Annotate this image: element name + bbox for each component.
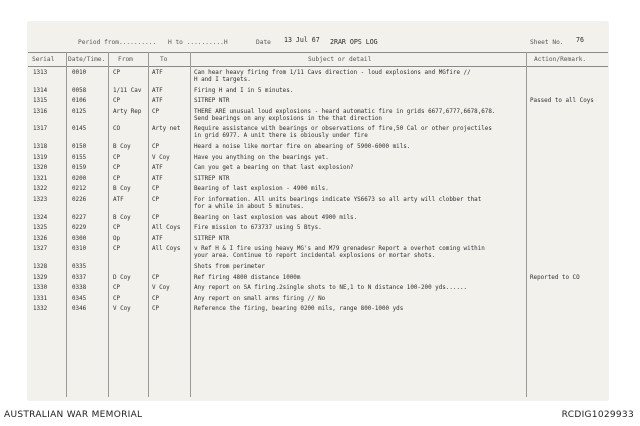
to-cell: ATF xyxy=(152,175,163,182)
time-cell: 0346 xyxy=(72,306,87,313)
col-action: Action/Remark. xyxy=(534,56,587,63)
to-cell: CP xyxy=(152,186,160,193)
serial-cell: 1324 xyxy=(33,214,48,221)
serial-cell: 1313 xyxy=(33,70,48,76)
from-cell: CP xyxy=(113,70,121,76)
col-divider xyxy=(526,52,527,397)
col-datetime: Date/Time. xyxy=(68,56,106,63)
serial-cell: 1332 xyxy=(33,306,48,313)
time-cell: 0310 xyxy=(72,246,87,253)
to-cell: CP xyxy=(152,144,160,150)
to-cell: CP xyxy=(152,295,160,302)
to-cell: CP xyxy=(152,306,160,313)
subject-line: for a while in about 5 minutes. xyxy=(194,204,304,210)
footer-id: RCDIG1029933 xyxy=(561,410,634,420)
to-cell: CP xyxy=(152,274,160,281)
col-divider xyxy=(190,52,191,397)
period-from-label: Period from.......... xyxy=(78,39,157,46)
from-cell: Arty Rep xyxy=(113,108,142,115)
time-cell: 0338 xyxy=(72,285,87,292)
sheet-value: 76 xyxy=(576,36,584,44)
from-cell: CP xyxy=(113,154,121,161)
to-cell: V Coy xyxy=(152,285,170,292)
subject-line: Have you anything on the bearings yet. xyxy=(194,154,329,161)
serial-cell: 1320 xyxy=(33,165,48,172)
serial-cell: 1323 xyxy=(33,197,48,203)
subject-line: Bearing on last explosion was about 4900 mils. xyxy=(194,214,358,221)
from-cell: D Coy xyxy=(113,274,131,281)
log-title: 2RAR OPS LOG xyxy=(330,38,378,46)
subject-line: your area. Continue to report incidental explosions or mortar shots. xyxy=(194,253,436,260)
footer-source: AUSTRALIAN WAR MEMORIAL xyxy=(4,410,143,420)
serial-cell: 1325 xyxy=(33,225,48,232)
header-top-rule xyxy=(28,52,608,53)
subject-line: Shots from perimeter xyxy=(194,264,265,270)
subject-line: Ref firing 4800 distance 1000m xyxy=(194,274,301,281)
subject-line: Send bearings on any explosions in the that direction xyxy=(194,115,382,122)
subject-line: SITREP NTR xyxy=(194,235,230,242)
from-cell: CP xyxy=(113,225,121,232)
from-cell: CP xyxy=(113,175,121,182)
subject-line: SITREP NTR xyxy=(194,98,230,105)
action-cell: Reported to CO xyxy=(530,274,580,281)
subject-line: Bearing of last explosion - 4900 mils. xyxy=(194,186,329,193)
serial-cell: 1319 xyxy=(33,154,48,161)
time-cell: 0229 xyxy=(72,225,87,232)
from-cell: B Coy xyxy=(113,214,131,221)
from-cell: CP xyxy=(113,165,121,172)
time-cell: 0300 xyxy=(72,235,87,242)
to-cell: V Coy xyxy=(152,154,170,161)
subject-line: SITREP NTR xyxy=(194,175,230,182)
subject-line: Firing H and I in 5 minutes. xyxy=(194,87,294,94)
time-cell: 0335 xyxy=(72,264,87,270)
col-to: To xyxy=(160,56,168,63)
subject-line: Reference the firing, bearing 0200 mils, range 800-1000 yds xyxy=(194,306,404,313)
time-cell: 0226 xyxy=(72,197,87,203)
col-subject: Subject or detail xyxy=(308,56,372,63)
time-cell: 0200 xyxy=(72,175,87,182)
header-bottom-rule xyxy=(28,66,608,67)
serial-cell: 1314 xyxy=(33,87,48,94)
subject-line: Can hear heavy firing from 1/11 Cavs direction - loud explosions and MGfire // xyxy=(194,70,471,76)
time-cell: 0010 xyxy=(72,70,87,76)
to-cell: CP xyxy=(152,197,160,203)
subject-line: Can you get a bearing on that last explosion? xyxy=(194,165,354,172)
subject-line: Any report on small arms firing // No xyxy=(194,295,326,302)
from-cell: B Coy xyxy=(113,144,131,150)
serial-cell: 1315 xyxy=(33,98,48,105)
to-cell: ATF xyxy=(152,165,163,172)
from-cell: CP xyxy=(113,98,121,105)
from-cell: CO xyxy=(113,126,121,133)
to-cell: All Coys xyxy=(152,246,181,253)
col-divider xyxy=(148,52,149,397)
subject-line: Heard a noise like mortar fire on abearing of 5900-6000 mils. xyxy=(194,144,411,150)
to-cell: All Coys xyxy=(152,225,181,232)
log-sheet xyxy=(28,22,608,400)
from-cell: CP xyxy=(113,295,121,302)
time-cell: 0155 xyxy=(72,154,87,161)
serial-cell: 1331 xyxy=(33,295,48,302)
time-cell: 0150 xyxy=(72,144,87,150)
subject-line: For information. All units bearings indicate YS6673 so all arty will clobber that xyxy=(194,197,482,203)
from-cell: B Coy xyxy=(113,186,131,193)
serial-cell: 1330 xyxy=(33,285,48,292)
time-cell: 0227 xyxy=(72,214,87,221)
serial-cell: 1329 xyxy=(33,274,48,281)
col-from: From xyxy=(118,56,133,63)
to-cell: ATF xyxy=(152,98,163,105)
serial-cell: 1317 xyxy=(33,126,48,133)
col-serial: Serial xyxy=(32,56,55,63)
to-cell: ATF xyxy=(152,70,163,76)
col-divider xyxy=(108,52,109,397)
time-cell: 0159 xyxy=(72,165,87,172)
serial-cell: 1327 xyxy=(33,246,48,253)
serial-cell: 1322 xyxy=(33,186,48,193)
subject-line: THERE ARE unusual loud explosions - heard automatic fire in grids 6677,6777,6678,678. xyxy=(194,108,496,115)
subject-line: Fire mission to 673737 using 5 Btys. xyxy=(194,225,322,232)
to-cell: CP xyxy=(152,214,160,221)
time-cell: 0345 xyxy=(72,295,87,302)
time-cell: 0106 xyxy=(72,98,87,105)
subject-line: v Ref H & I fire using heavy MG's and M79 grenadesr Report a overhot coming within xyxy=(194,246,485,253)
action-cell: Passed to all Coys xyxy=(530,98,594,105)
serial-cell: 1316 xyxy=(33,108,48,115)
serial-cell: 1328 xyxy=(33,264,48,270)
sheet-label: Sheet No. xyxy=(530,39,564,46)
subject-line: Require assistance with bearings or observations of fire,50 Cal or other projectiles xyxy=(194,126,492,133)
serial-cell: 1318 xyxy=(33,144,48,150)
to-cell: CP xyxy=(152,108,160,115)
from-cell: Op xyxy=(113,235,121,242)
time-cell: 0145 xyxy=(72,126,87,133)
serial-cell: 1321 xyxy=(33,175,48,182)
to-cell: ATF xyxy=(152,235,163,242)
to-cell: ATF xyxy=(152,87,163,94)
subject-line: H and I targets. xyxy=(194,77,251,83)
subject-line: Any report on SA firing.2single shots to NE,1 to N distance 100-200 yds...... xyxy=(194,285,468,292)
time-cell: 0212 xyxy=(72,186,87,193)
serial-cell: 1326 xyxy=(33,235,48,242)
subject-line: in grid 6977. A unit there is obiously under fire xyxy=(194,133,368,140)
from-cell: V Coy xyxy=(113,306,131,313)
from-cell: CP xyxy=(113,246,121,253)
from-cell: 1/11 Cav xyxy=(113,87,142,94)
time-cell: 0125 xyxy=(72,108,87,115)
from-cell: ATF xyxy=(113,197,124,203)
h-to-label: H to ..........H xyxy=(168,39,228,46)
to-cell: Arty net xyxy=(152,126,181,133)
date-value: 13 Jul 67 xyxy=(284,36,320,44)
time-cell: 0337 xyxy=(72,274,87,281)
date-label: Date xyxy=(256,39,271,46)
from-cell: CP xyxy=(113,285,121,292)
time-cell: 0058 xyxy=(72,87,87,94)
col-divider xyxy=(66,52,67,397)
